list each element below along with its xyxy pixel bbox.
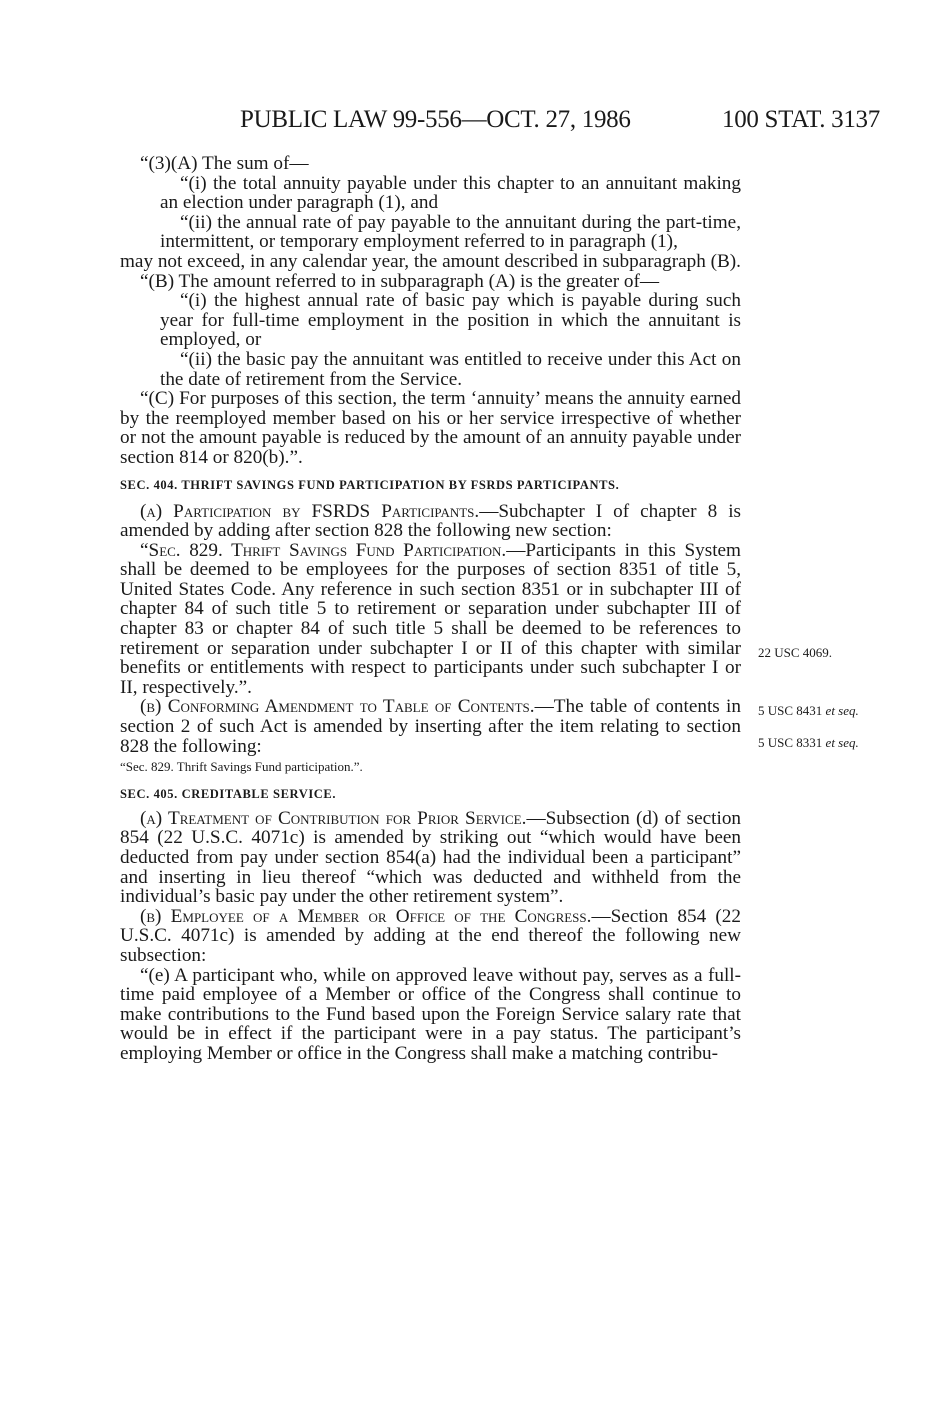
document-body	[120, 154, 741, 1064]
clause-3a-ii: “(ii) the annual rate of pay payable to the annuitant during the part-time, intermittent, or temporary employment referred to in paragraph (1),	[160, 211, 741, 253]
section-405-b	[120, 907, 741, 966]
section-405-a-heading: (a) Treatment of Contribution for Prior Service.	[140, 807, 527, 829]
section-404-b-text: —The table of contents in section 2 of such Act is amended by inserting after the item relating to section 828 the following:	[120, 696, 741, 757]
clause-3b-ii: “(ii) the basic pay the annuitant was entitled to receive under this Act on the date of retirement from the Service.	[160, 348, 741, 390]
margin-note-5usc8331-cite: 5 USC 8331	[758, 735, 823, 750]
section-405-heading: SEC. 405. CREDITABLE SERVICE.	[120, 786, 337, 801]
section-404-b-heading: (b) Conforming Amendment to Table of Contents.	[140, 696, 535, 718]
section-405-a-text: —Subsection (d) of section 854 (22 U.S.C. 4071c) is amended by striking out “which would have been deducted from pay under section 854(a) had the individual been a participant” and inserting in lieu thereof “which was deducted and withheld from the individual’s basic pay under the other retirement system”.	[120, 807, 742, 908]
margin-note-5usc8331	[758, 735, 878, 751]
page-header-title: PUBLIC LAW 99-556—OCT. 27, 1986	[240, 106, 631, 133]
section-404-heading: SEC. 404. THRIFT SAVINGS FUND PARTICIPATION BY FSRDS PARTICIPANTS.	[120, 477, 620, 492]
section-405-b-text: —Section 854 (22 U.S.C. 4071c) is amended by adding at the end thereof the following new subsection:	[120, 905, 741, 966]
paragraph-3b: “(B) The amount referred to in subparagraph (A) is the greater of—	[140, 270, 660, 292]
page-header-stat: 100 STAT. 3137	[722, 106, 880, 133]
section-404-a-text: —Subchapter I of chapter 8 is amended by adding after section 828 the following new section:	[120, 500, 741, 542]
section-404-b	[120, 697, 741, 756]
paragraph-3c: “(C) For purposes of this section, the term ‘annuity’ means the annuity earned by the reemployed member based on his or her service irrespective of whether or not the amount payable is reduced by the amount of an annuity payable under section 814 or 820(b).”.	[120, 388, 741, 468]
subsection-e: “(e) A participant who, while on approved leave without pay, serves as a full-time paid employee of a Member or office of the Congress shall continue to make contributions to the Fund based upon the Foreign Service salary rate that would be in effect if the participant were in a pay status. The participant’s employing Member or office in the Congress shall make a matching contribu-	[120, 964, 741, 1064]
section-405-a	[120, 809, 741, 907]
paragraph-3a-limit: may not exceed, in any calendar year, the amount described in subparagraph (B).	[120, 250, 741, 272]
section-405-b-heading: (b) Employee of a Member or Office of the Congress.	[140, 905, 592, 927]
clause-3a-i: “(i) the total annuity payable under this chapter to an annuitant making an election under paragraph (1), and	[160, 172, 741, 214]
section-829	[120, 541, 741, 698]
section-404-a-heading: (a) Participation by FSRDS Participants.	[140, 500, 480, 522]
clause-3b-i: “(i) the highest annual rate of basic pay which is payable during such year for full-time employment in the position in which the annuitant is employed, or	[160, 290, 741, 351]
margin-note-22usc4069: 22 USC 4069.	[758, 645, 833, 660]
section-829-heading: “Sec. 829. Thrift Savings Fund Participation.	[140, 539, 507, 561]
paragraph-3a: “(3)(A) The sum of—	[140, 153, 309, 174]
section-404-a	[120, 502, 741, 541]
section-829-text: —Participants in this System shall be deemed to be employees for the purposes of section 8351 of title 5, United States Code. Any reference in such section 8351 or in subchapter III of chapter 84 of such title 5 to retirement or separation under subchapter III of chapter 83 or chapter 84 of such title 5 shall be deemed to be references to retirement or separation under subchapter I or II of this chapter with similar benefits or entitlements with respect to participants under such subchapter I or II, respectively.”.	[120, 539, 741, 698]
toc-entry: “Sec. 829. Thrift Savings Fund participation.”.	[120, 759, 363, 775]
margin-note-5usc8431	[758, 703, 878, 719]
margin-note-5usc8431-et: et seq.	[825, 703, 859, 718]
margin-note-5usc8431-cite: 5 USC 8431	[758, 703, 823, 718]
margin-note-5usc8331-et: et seq.	[825, 735, 859, 750]
